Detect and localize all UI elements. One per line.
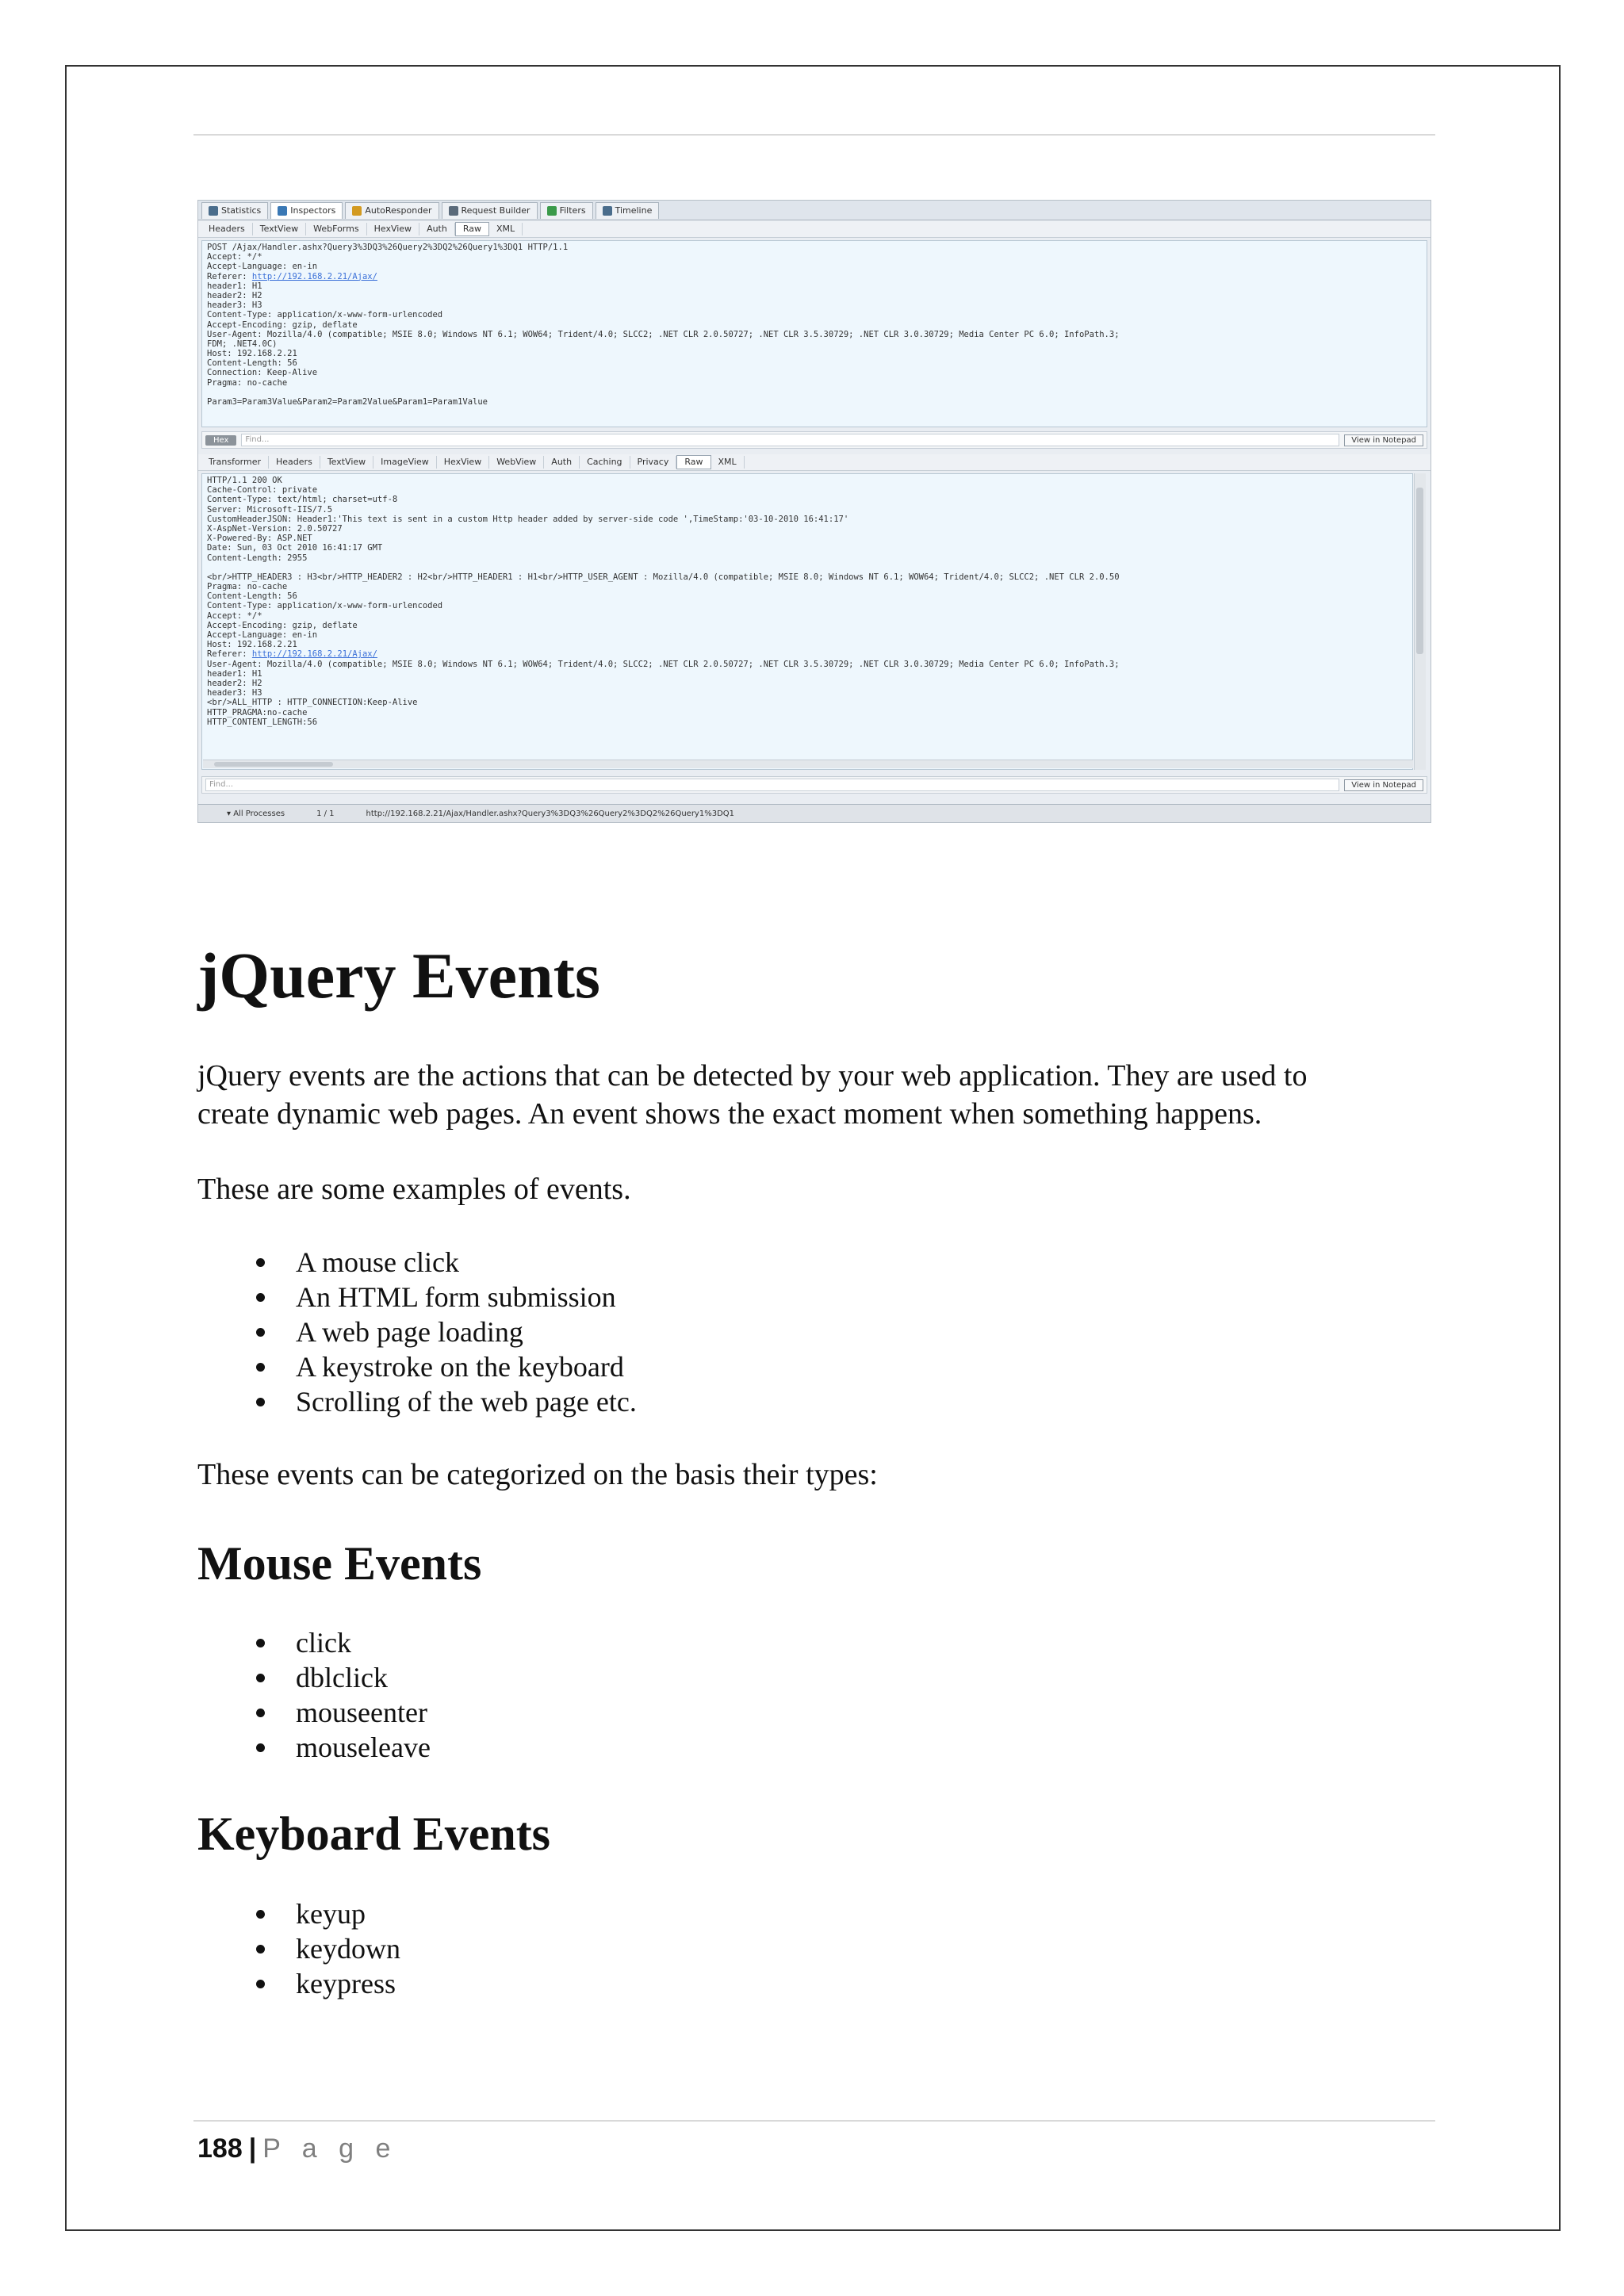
code-line: Accept: */* xyxy=(207,252,262,262)
hex-toggle[interactable]: Hex xyxy=(205,435,236,446)
list-item xyxy=(197,1280,637,1314)
code-line: HTTP_CONTENT_LENGTH:56 xyxy=(207,717,318,727)
request-find-input[interactable]: Find... xyxy=(241,434,1339,446)
response-subtabs xyxy=(198,454,1431,471)
list-item xyxy=(197,1966,400,2001)
response-view-notepad-button[interactable]: View in Notepad xyxy=(1344,779,1423,791)
clock-icon xyxy=(209,206,218,216)
lightning-icon xyxy=(352,206,362,216)
response-find-input[interactable]: Find... xyxy=(205,779,1339,791)
code-line: Server: Microsoft-IIS/7.5 xyxy=(207,504,333,515)
referer-link[interactable]: http://192.168.2.21/Ajax/ xyxy=(251,649,377,660)
subtab-textview[interactable]: TextView xyxy=(253,223,306,235)
list-item-text: A mouse click xyxy=(296,1246,459,1278)
list-item xyxy=(197,1625,431,1660)
list-item xyxy=(197,1695,431,1730)
subtab-caching[interactable]: Caching xyxy=(580,456,630,469)
tab-filters[interactable] xyxy=(540,202,593,219)
status-url: http://192.168.2.21/Ajax/Handler.ashx?Query3%3DQ3%26Query2%3DQ2%26Query1%3DQ1 xyxy=(366,809,735,818)
tab-label: Request Builder xyxy=(461,205,530,216)
magnifier-icon xyxy=(278,206,287,216)
code-line: Referer: http://192.168.2.21/Ajax/ xyxy=(207,649,377,660)
code-line: Accept-Language: en-in xyxy=(207,630,318,640)
status-bar xyxy=(198,804,1431,822)
code-line: Cache-Control: private xyxy=(207,485,318,496)
bullet-icon xyxy=(256,1945,265,1954)
list-item xyxy=(197,1660,431,1695)
subtab-xml[interactable]: XML xyxy=(489,223,523,235)
bullet-icon xyxy=(256,1709,265,1717)
footer-rule xyxy=(193,2120,1435,2122)
list-item-text: keyup xyxy=(296,1898,366,1930)
list-item-text: mouseenter xyxy=(296,1697,427,1728)
bullet-icon xyxy=(256,1363,265,1372)
page-number: 188 xyxy=(197,2133,243,2164)
code-line: POST /Ajax/Handler.ashx?Query3%3DQ3%26Query2%3DQ2%26Query1%3DQ1 HTTP/1.1 xyxy=(207,243,569,252)
subtab-raw[interactable]: Raw xyxy=(676,455,710,469)
response-vertical-scrollbar[interactable] xyxy=(1414,473,1426,770)
page-footer xyxy=(197,2133,397,2164)
code-line: X-AspNet-Version: 2.0.50727 xyxy=(207,523,343,534)
code-line: Connection: Keep-Alive xyxy=(207,368,318,378)
scroll-thumb-horizontal[interactable] xyxy=(214,762,333,767)
subtab-auth[interactable]: Auth xyxy=(419,223,455,235)
code-line: User-Agent: Mozilla/4.0 (compatible; MSIE 8.0; Windows NT 6.1; WOW64; Trident/4.0; SLCC2; .NET CLR 2.0.50727; .NET CLR 3.5.30729; .NET CLR 3.0.30729; Media Center PC 6.0; InfoPath.3; xyxy=(207,659,1120,669)
code-line: Accept-Encoding: gzip, deflate xyxy=(207,320,358,330)
code-line: Accept: */* xyxy=(207,610,262,621)
list-item-text: dblclick xyxy=(296,1662,388,1693)
code-line: header2: H2 xyxy=(207,678,262,688)
code-line: header1: H1 xyxy=(207,668,262,679)
code-line: header3: H3 xyxy=(207,688,262,698)
code-line: User-Agent: Mozilla/4.0 (compatible; MSIE 8.0; Windows NT 6.1; WOW64; Trident/4.0; SLCC2; .NET CLR 2.0.50727; .NET CLR 3.5.30729; .NET CLR 3.0.30729; Media Center PC 6.0; InfoPath.3; xyxy=(207,329,1120,339)
code-line: Content-Length: 56 xyxy=(207,591,297,602)
list-item-text: An HTML form submission xyxy=(296,1281,616,1313)
mouse-events-heading: Mouse Events xyxy=(197,1537,482,1590)
request-view-notepad-button[interactable]: View in Notepad xyxy=(1344,434,1423,446)
list-item-text: click xyxy=(296,1627,351,1659)
request-find-bar xyxy=(201,431,1427,449)
subtab-headers[interactable]: Headers xyxy=(269,456,320,469)
code-line xyxy=(207,563,1408,572)
code-line xyxy=(207,388,1422,397)
tab-label: Statistics xyxy=(221,205,262,216)
code-line: Param3=Param3Value&Param2=Param2Value&Param1=Param1Value xyxy=(207,397,488,407)
code-line: Content-Length: 2955 xyxy=(207,553,308,563)
examples-intro: These are some examples of events. xyxy=(197,1173,631,1206)
list-item xyxy=(197,1314,637,1349)
list-item-text: A keystroke on the keyboard xyxy=(296,1351,624,1383)
intro-line-1: jQuery events are the actions that can be detected by your web application. They are used to xyxy=(197,1059,1308,1093)
code-line: X-Powered-By: ASP.NET xyxy=(207,534,312,544)
subtab-webview[interactable]: WebView xyxy=(489,456,544,469)
code-line: header3: H3 xyxy=(207,300,262,311)
subtab-transformer[interactable]: Transformer xyxy=(201,456,269,469)
session-count: 1 / 1 xyxy=(316,809,335,818)
code-line: <br/>HTTP_HEADER3 : H3<br/>HTTP_HEADER2 : H2<br/>HTTP_HEADER1 : H1<br/>HTTP_USER_AGENT : Mozilla/4.0 (compatible; MSIE 8.0; Windows NT 6.1; WOW64; Trident/4.0; SLCC2; .NET CLR 2.0.50 xyxy=(207,572,1120,582)
subtab-privacy[interactable]: Privacy xyxy=(630,456,677,469)
tab-label: Timeline xyxy=(615,205,653,216)
list-item xyxy=(197,1384,637,1419)
timeline-icon xyxy=(603,206,612,216)
subtab-hexview[interactable]: HexView xyxy=(367,223,419,235)
code-line: Pragma: no-cache xyxy=(207,582,288,592)
code-line: Content-Type: text/html; charset=utf-8 xyxy=(207,495,398,505)
tab-autoresponder[interactable] xyxy=(345,202,439,219)
header-rule xyxy=(193,134,1435,136)
subtab-xml[interactable]: XML xyxy=(711,456,745,469)
subtab-auth[interactable]: Auth xyxy=(544,456,580,469)
page-label: P a g e xyxy=(262,2133,398,2164)
tab-label: Inspectors xyxy=(290,205,336,216)
bullet-icon xyxy=(256,1293,265,1302)
bullet-icon xyxy=(256,1674,265,1682)
tab-statistics[interactable] xyxy=(201,202,268,219)
code-line: Referer: http://192.168.2.21/Ajax/ xyxy=(207,271,377,281)
code-line: Accept-Encoding: gzip, deflate xyxy=(207,620,358,630)
request-subtabs xyxy=(198,221,1431,238)
subtab-hexview[interactable]: HexView xyxy=(437,456,489,469)
tab-label: Filters xyxy=(559,205,586,216)
code-line: <br/>ALL_HTTP : HTTP_CONNECTION:Keep-Alive xyxy=(207,698,418,708)
bullet-icon xyxy=(256,1743,265,1752)
list-item-text: keypress xyxy=(296,1968,396,1999)
tab-label: AutoResponder xyxy=(365,205,432,216)
code-line: Host: 192.168.2.21 xyxy=(207,349,297,359)
request-raw-pane[interactable] xyxy=(201,240,1427,427)
mouse-events-list xyxy=(197,1625,431,1765)
referer-link[interactable]: http://192.168.2.21/Ajax/ xyxy=(251,271,377,281)
list-item-text: Scrolling of the web page etc. xyxy=(296,1386,637,1418)
code-line: HTTP_PRAGMA:no-cache xyxy=(207,707,308,718)
categorized-intro: These events can be categorized on the basis their types: xyxy=(197,1458,878,1491)
bullet-icon xyxy=(256,1980,265,1988)
code-line: Date: Sun, 03 Oct 2010 16:41:17 GMT xyxy=(207,543,383,553)
list-item xyxy=(197,1730,431,1765)
checkbox-icon xyxy=(547,206,557,216)
subtab-imageview[interactable]: ImageView xyxy=(373,456,437,469)
response-find-bar xyxy=(201,776,1427,794)
code-line: Host: 192.168.2.21 xyxy=(207,640,297,650)
code-line: CustomHeaderJSON: Header1:'This text is sent in a custom Http header added by server-side code ',TimeStamp:'03-10-2010 16:41:17' xyxy=(207,514,849,524)
list-item xyxy=(197,1931,400,1966)
code-line: Accept-Language: en-in xyxy=(207,262,318,272)
subtab-raw[interactable]: Raw xyxy=(455,222,489,236)
bullet-icon xyxy=(256,1258,265,1267)
process-filter[interactable]: ▾ All Processes xyxy=(227,809,285,818)
list-item xyxy=(197,1896,400,1931)
subtab-headers[interactable]: Headers xyxy=(201,223,253,235)
response-raw-pane[interactable] xyxy=(201,473,1413,770)
examples-list xyxy=(197,1245,637,1419)
fiddler-screenshot xyxy=(197,200,1431,823)
code-line: Pragma: no-cache xyxy=(207,377,288,388)
code-line: header1: H1 xyxy=(207,281,262,291)
code-line: Content-Type: application/x-www-form-urlencoded xyxy=(207,601,443,611)
list-item-text: mouseleave xyxy=(296,1732,431,1763)
tab-timeline[interactable] xyxy=(596,202,660,219)
scroll-thumb[interactable] xyxy=(1416,488,1423,654)
tab-request-builder[interactable] xyxy=(442,202,538,219)
bullet-icon xyxy=(256,1910,265,1919)
list-item-text: keydown xyxy=(296,1933,400,1965)
bullet-icon xyxy=(256,1328,265,1337)
code-line: Content-Length: 56 xyxy=(207,358,297,369)
subtab-webforms[interactable]: WebForms xyxy=(306,223,366,235)
bullet-icon xyxy=(256,1639,265,1647)
bullet-icon xyxy=(256,1398,265,1406)
code-line: HTTP/1.1 200 OK xyxy=(207,476,282,485)
footer-separator: | xyxy=(248,2133,257,2164)
page-title: jQuery Events xyxy=(197,939,600,1012)
list-item xyxy=(197,1349,637,1384)
code-line: Content-Type: application/x-www-form-urlencoded xyxy=(207,310,443,320)
intro-line-2: create dynamic web pages. An event shows the exact moment when something happens. xyxy=(197,1097,1262,1131)
keyboard-events-heading: Keyboard Events xyxy=(197,1808,551,1860)
builder-icon xyxy=(449,206,458,216)
tab-inspectors[interactable] xyxy=(270,202,343,219)
list-item-text: A web page loading xyxy=(296,1316,523,1348)
code-line: header2: H2 xyxy=(207,290,262,300)
keyboard-events-list xyxy=(197,1896,400,2001)
subtab-textview[interactable]: TextView xyxy=(320,456,373,469)
response-horizontal-scrollbar[interactable] xyxy=(203,760,1413,768)
inspector-main-tabs xyxy=(198,201,1431,220)
list-item xyxy=(197,1245,637,1280)
code-line: FDM; .NET4.0C) xyxy=(207,339,278,349)
